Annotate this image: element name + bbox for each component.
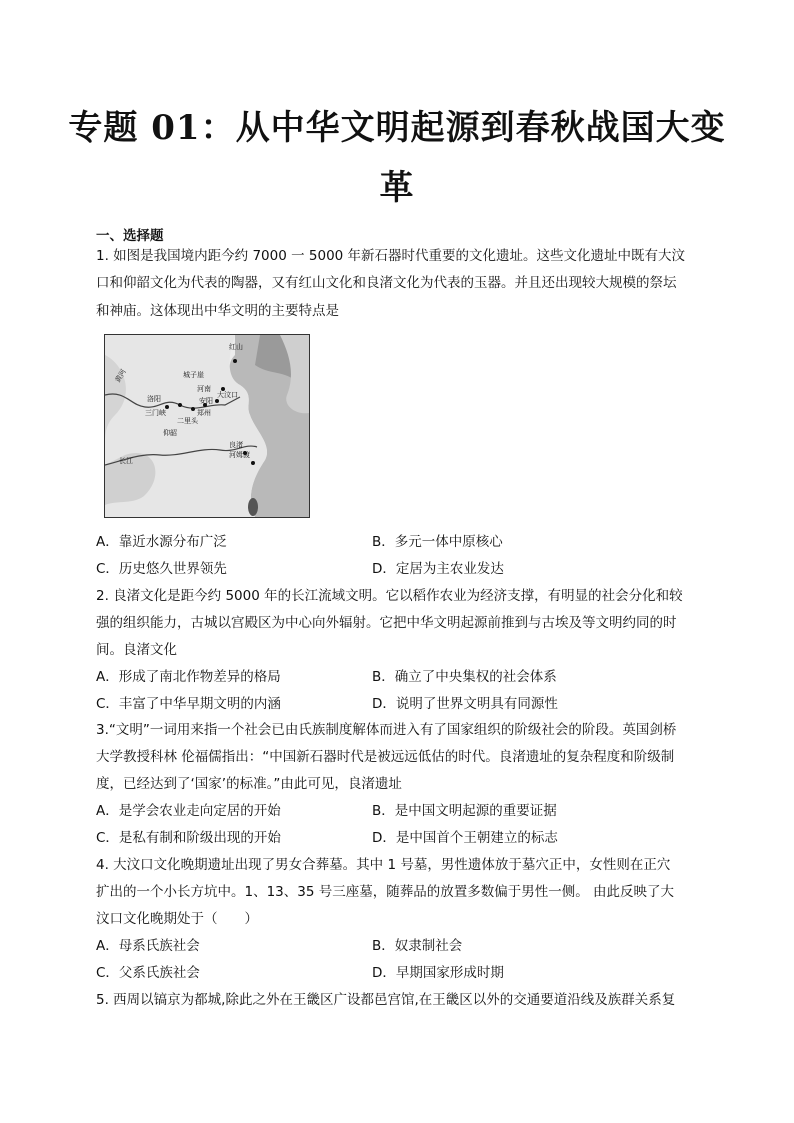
q2-option-c: C．丰富了中华早期文明的内涵 <box>96 696 281 712</box>
neolithic-sites-map <box>104 334 310 518</box>
q3-option-c: C．是私有制和阶级出现的开始 <box>96 830 281 846</box>
q1-option-a: A．靠近水源分布广泛 <box>96 534 227 550</box>
map-label-sanmenxia: 三门峡 <box>145 409 166 417</box>
question-3-line-3: 度，已经达到了‘国家’的标准。”由此可见，良渚遗址 <box>96 776 402 792</box>
map-label-dawenkou: 大汶口 <box>217 391 238 399</box>
q4-option-c: C．父系氏族社会 <box>96 965 200 981</box>
question-3-line-2: 大学教授科林 伦福儒指出：“中国新石器时代是被远远低估的时代。良渚遗址的复杂程度和阶级制 <box>96 749 675 765</box>
question-1-line-3: 和神庙。这体现出中华文明的主要特点是 <box>96 303 339 319</box>
q3-option-b: B．是中国文明起源的重要证据 <box>372 803 557 819</box>
page-title-continued: 革 <box>379 168 415 208</box>
map-label-chengziya: 城子崖 <box>183 371 204 379</box>
q1-option-d: D．定居为主农业发达 <box>372 561 504 577</box>
page-title: 专题 01：从中华文明起源到春秋战国大变 <box>68 108 726 148</box>
site-dot <box>233 359 237 363</box>
question-2-line-3: 间。良渚文化 <box>96 642 177 658</box>
map-label-zhengzhou: 郑州 <box>197 409 211 417</box>
site-dot <box>215 399 219 403</box>
site-dot <box>191 407 195 411</box>
question-4-line-2: 扩出的一个小长方坑中。1、13、35 号三座墓，随葬品的放置多数偏于男性一侧。 由此反映了大 <box>96 884 675 900</box>
map-label-hongshan: 红山 <box>229 343 243 351</box>
question-4-line-1: 4. 大汶口文化晚期遗址出现了男女合葬墓。其中 1 号墓，男性遗体放于墓穴正中，女性则在正穴 <box>96 857 671 873</box>
q4-option-b: B．奴隶制社会 <box>372 938 463 954</box>
q4-option-d: D．早期国家形成时期 <box>372 965 504 981</box>
map-label-henan: 河南 <box>197 385 211 393</box>
q2-option-b: B．确立了中央集权的社会体系 <box>372 669 557 685</box>
q3-option-d: D．是中国首个王朝建立的标志 <box>372 830 558 846</box>
question-5-line-1: 5. 西周以镐京为都城,除此之外在王畿区广设都邑宫馆,在王畿区以外的交通要道沿线及族群关系复 <box>96 992 676 1008</box>
map-label-yangshao: 仰韶 <box>163 429 177 437</box>
q4-option-a: A．母系氏族社会 <box>96 938 200 954</box>
q2-option-a: A．形成了南北作物差异的格局 <box>96 669 281 685</box>
q1-option-b: B．多元一体中原核心 <box>372 534 503 550</box>
map-label-erlitou: 二里头 <box>177 417 198 425</box>
map-label-huanghe: 黄河 <box>113 367 128 384</box>
q3-option-a: A．是学会农业走向定居的开始 <box>96 803 281 819</box>
map-label-luoyang: 洛阳 <box>147 395 161 403</box>
question-1-line-2: 口和仰韶文化为代表的陶器，又有红山文化和良渚文化为代表的玉器。并且还出现较大规模的祭坛 <box>96 275 677 291</box>
site-dot <box>251 461 255 465</box>
map-label-hemudu: 河姆渡 <box>229 451 250 459</box>
q1-option-c: C．历史悠久世界领先 <box>96 561 227 577</box>
question-2-line-1: 2. 良渚文化是距今约 5000 年的长江流域文明。它以稻作农业为经济支撑，有明显的社会分化和较 <box>96 588 683 604</box>
section-heading: 一、选择题 <box>96 228 164 244</box>
question-1-line-1: 1. 如图是我国境内距今约 7000 一 5000 年新石器时代重要的文化遗址。这些文化遗址中既有大汶 <box>96 248 686 264</box>
question-2-line-2: 强的组织能力，古城以宫殿区为中心向外辐射。它把中华文明起源前推到与古埃及等文明约同的时 <box>96 615 677 631</box>
map-label-liangzhu: 良渚 <box>229 441 243 449</box>
map-label-changjiang: 长江 <box>119 457 133 465</box>
map-label-anyang: 安阳 <box>199 397 213 405</box>
question-4-line-3: 汶口文化晚期处于（ ） <box>96 911 258 927</box>
q2-option-d: D．说明了世界文明具有同源性 <box>372 696 558 712</box>
site-dot <box>178 403 182 407</box>
question-3-line-1: 3.“文明”一词用来指一个社会已由氏族制度解体而进入有了国家组织的阶级社会的阶段。英国剑桥 <box>96 722 677 738</box>
